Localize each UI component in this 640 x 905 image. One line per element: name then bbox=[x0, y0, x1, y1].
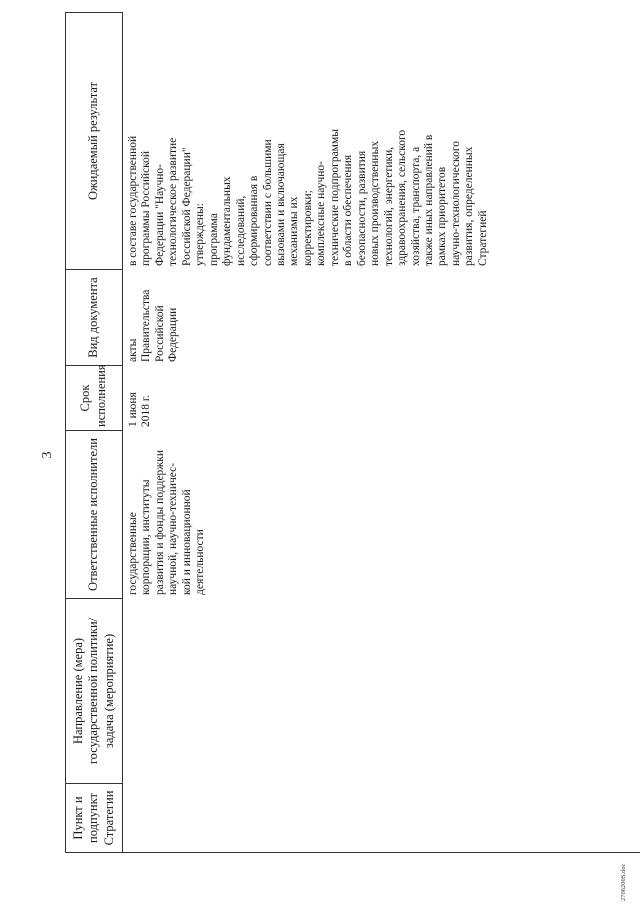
cell-doc-type: акты Правительства Российской Федерации bbox=[127, 289, 180, 362]
cell-item bbox=[123, 784, 640, 853]
header-result: Ожидаемый результат bbox=[66, 13, 123, 270]
cell-result: в составе государственной программы Российской Федерации "Научно- технологическое развитие Российской Федерации" утверждены: программа фундаментальных исследований, сформированная в соответствии с большими вызовами и включающая механизмы их корректировки; комплексные научно- технические подпрограммы в области обеспечения безопасности, развития новых производственных технологий, энергетики, здравоохранения, сельского хозяйства, транспорта, а также иных направлений в рамках приоритетов научно-технологического развития, определенных Стратегией bbox=[127, 129, 489, 266]
table-row bbox=[123, 13, 640, 853]
table-header-row bbox=[66, 13, 123, 853]
strategy-table bbox=[65, 12, 640, 853]
header-executors: Ответственные исполнители bbox=[66, 431, 123, 599]
document-file-code: 2706200S.doc bbox=[620, 863, 627, 901]
page-number: 3 bbox=[40, 451, 55, 459]
header-doc-type: Вид документа bbox=[66, 270, 123, 366]
cell-direction bbox=[123, 599, 640, 784]
header-deadline: Срок исполнения bbox=[66, 366, 123, 431]
cell-deadline: 1 июня 2018 г. bbox=[127, 392, 153, 427]
header-item: Пункт и подпункт Стратегии bbox=[66, 784, 123, 853]
header-direction: Направление (мера) государственной политики/ задача (мероприятие) bbox=[66, 599, 123, 784]
cell-executors: государственные корпорации, институты развития и фонды поддержки научной, научно-техничес- кой и инновационной деятельности bbox=[127, 450, 207, 595]
